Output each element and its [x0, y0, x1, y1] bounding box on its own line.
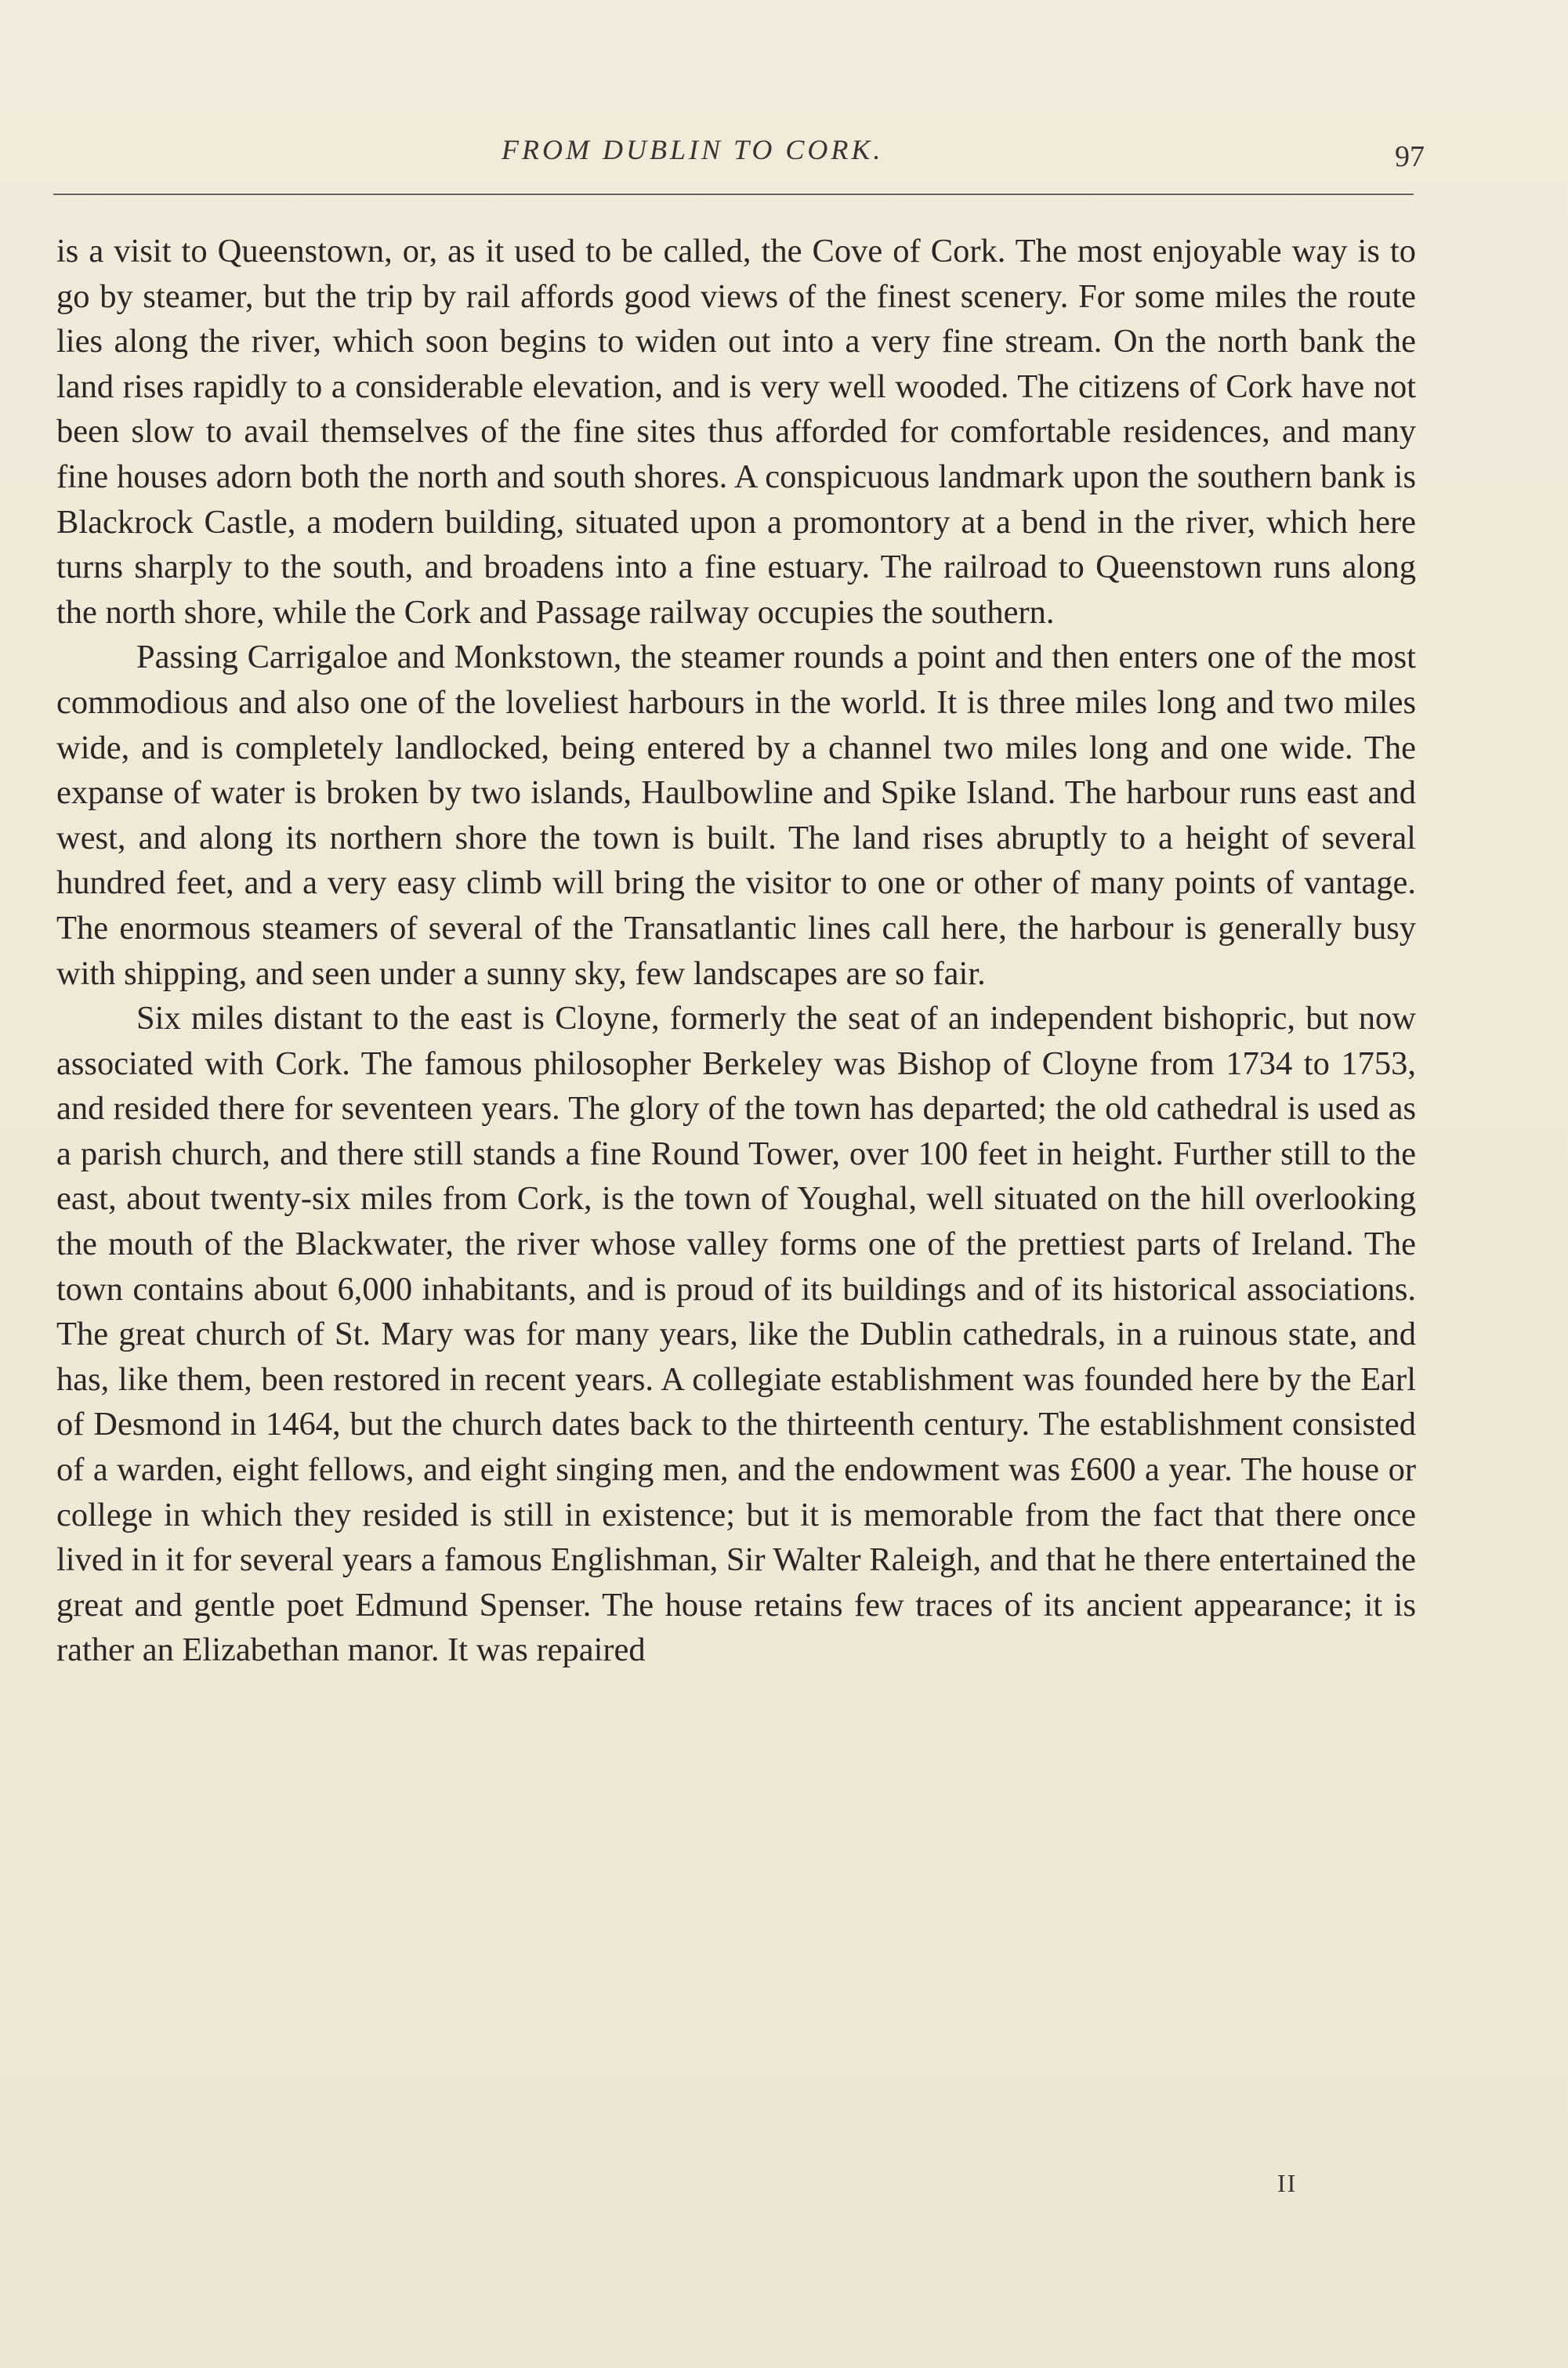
- running-head: [0, 133, 1568, 180]
- paragraph-2: Passing Carrigaloe and Monkstown, the steamer rounds a point and then enters one of the most commodious and also one of the loveliest harbours in the world. It is three miles long and two miles wide, and is completely landlocked, being entered by a channel two miles long and one wide. The expanse of water is broken by two islands, Haulbowline and Spike Island. The harbour runs east and west, and along its northern shore the town is built. The land rises abruptly to a height of several hundred feet, and a very easy climb will bring the visitor to one or other of many points of vantage. The enormous steamers of several of the Transatlantic lines call here, the harbour is generally busy with shipping, and seen under a sunny sky, few landscapes are so fair.: [56, 639, 1416, 992]
- body-text: [56, 229, 1416, 1673]
- paragraph-1: is a visit to Queenstown, or, as it used to be called, the Cove of Cork. The most enjoyable way is to go by steamer, but the trip by rail affords good views of the finest scenery. For some miles the route lies along the river, which soon begins to widen out into a very fine stream. On the north bank the land rises rapidly to a considerable elevation, and is very well wooded. The citizens of Cork have not been slow to avail themselves of the fine sites thus afforded for comfortable residences, and many fine houses adorn both the north and south shores. A conspicuous landmark upon the southern bank is Blackrock Castle, a modern building, situated upon a promontory at a bend in the river, which here turns sharply to the south, and broadens into a fine estuary. The railroad to Queenstown runs along the north shore, while the Cork and Passage railway occupies the southern.: [56, 233, 1416, 631]
- paragraph-3: Six miles distant to the east is Cloyne, formerly the seat of an independent bishopric, but now associated with Cork. The famous philosopher Berkeley was Bishop of Cloyne from 1734 to 1753, and resided there for seventeen years. The glory of the town has departed; the old cathedral is used as a parish church, and there still stands a fine Round Tower, over 100 feet in height. Further still to the east, about twenty-six miles from Cork, is the town of Youghal, well situated on the hill overlooking the mouth of the Blackwater, the river whose valley forms one of the prettiest parts of Ireland. The town contains about 6,000 inhabitants, and is proud of its buildings and of its historical associations. The great church of St. Mary was for many years, like the Dublin cathedrals, in a ruinous state, and has, like them, been restored in recent years. A collegiate establishment was founded here by the Earl of Desmond in 1464, but the church dates back to the thirteenth century. The establishment consisted of a warden, eight fellows, and eight singing men, and the endowment was £600 a year. The house or college in which they resided is still in existence; but it is memorable from the fact that there once lived in it for several years a famous Englishman, Sir Walter Raleigh, and that he there entertained the great and gentle poet Edmund Spenser. The house retains few traces of its ancient appearance; it is rather an Elizabethan manor. It was repaired: [56, 1000, 1416, 1669]
- page-number: 97: [1395, 140, 1425, 173]
- header-rule: [53, 194, 1414, 195]
- running-title: FROM DUBLIN TO CORK.: [502, 134, 884, 165]
- signature-mark: II: [1277, 2169, 1298, 2197]
